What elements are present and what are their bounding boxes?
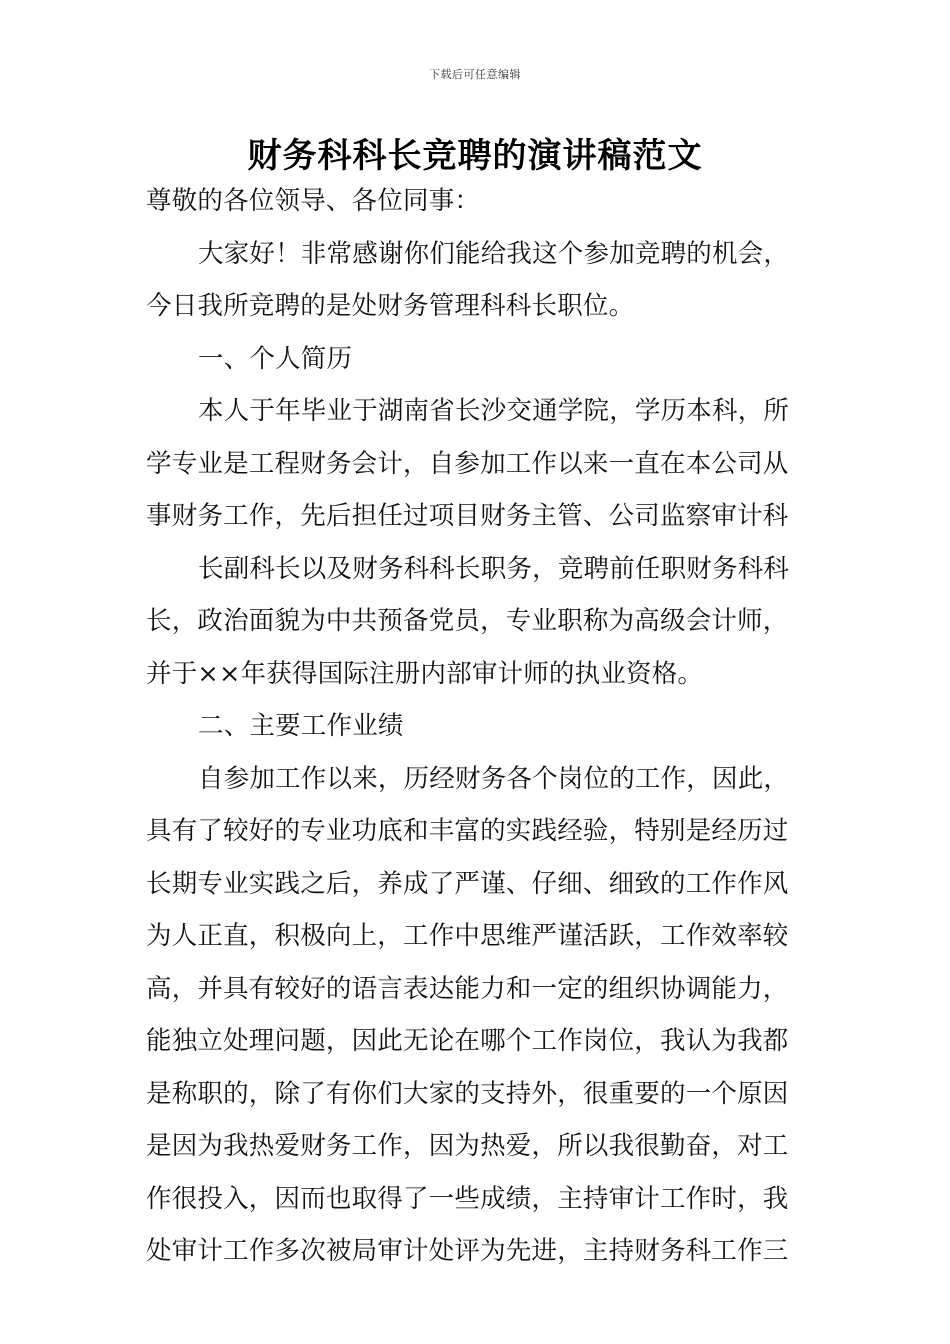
body-line: 具有了较好的专业功底和丰富的实践经验，特别是经历过 [146, 816, 789, 846]
body-line: 今日我所竞聘的是处财务管理科科长职位。 [146, 291, 635, 321]
body-line: 尊敬的各位领导、各位同事： [146, 186, 481, 216]
body-line: 高，并具有较好的语言表达能力和一定的组织协调能力， [146, 973, 789, 1004]
body-line: 二、主要工作业绩 [198, 711, 404, 741]
body-line: 大家好！非常感谢你们能给我这个参加竞聘的机会， [198, 238, 790, 269]
body-line: 为人正直，积极向上，工作中思维严谨活跃，工作效率较 [146, 921, 789, 951]
body-line: 本人于年毕业于湖南省长沙交通学院，学历本科，所 [198, 396, 790, 426]
body-line: 一、个人简历 [198, 343, 353, 374]
body-line: 自参加工作以来，历经财务各个岗位的工作，因此， [198, 763, 790, 794]
body-line: 学专业是工程财务会计，自参加工作以来一直在本公司从 [146, 448, 789, 479]
body-line: 并于××年获得国际注册内部审计师的执业资格。 [146, 658, 704, 689]
body-line: 能独立处理问题，因此无论在哪个工作岗位，我认为我都 [146, 1026, 789, 1056]
body-line: 处审计工作多次被局审计处评为先进，主持财务科工作三 [146, 1236, 789, 1266]
body-line: 作很投入，因而也取得了一些成绩，主持审计工作时，我 [146, 1183, 789, 1214]
body-line: 是因为我热爱财务工作，因为热爱，所以我很勤奋，对工 [146, 1131, 789, 1161]
document-title: 财务科科长竞聘的演讲稿范文 [247, 136, 703, 176]
body-line: 长期专业实践之后，养成了严谨、仔细、细致的工作作风 [146, 868, 789, 899]
document-body [146, 180, 810, 1283]
body-line: 长，政治面貌为中共预备党员，专业职称为高级会计师， [146, 606, 789, 636]
body-line: 事财务工作，先后担任过项目财务主管、公司监察审计科 [146, 501, 789, 531]
body-line: 是称职的，除了有你们大家的支持外，很重要的一个原因 [146, 1078, 789, 1109]
header-note: 下载后可任意编辑 [429, 68, 521, 81]
body-line: 长副科长以及财务科科长职务，竞聘前任职财务科科 [198, 553, 790, 584]
